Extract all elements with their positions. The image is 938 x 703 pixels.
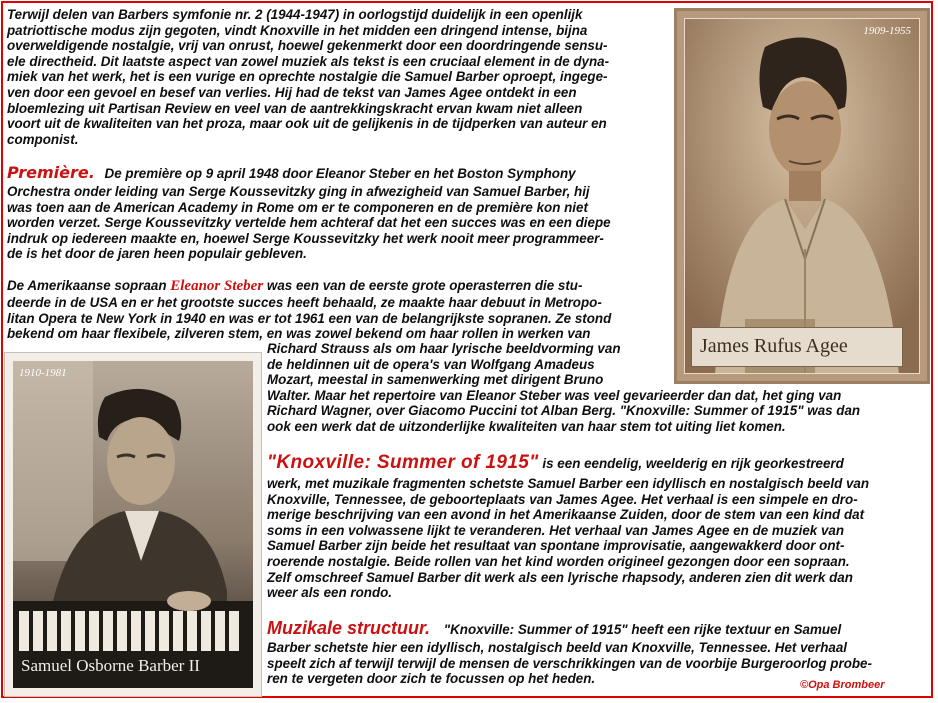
- text-line: Mozart, meestal in samenwerking met dirigent Bruno: [267, 372, 604, 388]
- text-line: worden verzet. Serge Koussevitzky vertelde hem achteraf dat het een succes was en een diepe: [7, 215, 611, 231]
- text-line: bloemlezing uit Partisan Review en veel van de aantrekkingskracht ervan kwam niet alleen: [7, 100, 583, 116]
- text-line: Barber schetste hier een idyllisch, nostalgisch beeld van Knoxville, Tennessee. Het verhaal: [267, 640, 847, 655]
- text-line: bekend om haar flexibele, zilveren stem, en was zowel bekend om haar rollen in werken van: [7, 326, 591, 342]
- text-line: speelt zich af terwijl terwijl de mensen de verschrikkingen van de voorbije Burgeroorlog probe-: [267, 655, 872, 671]
- copyright-notice: ©Opa Brombeer: [800, 679, 885, 691]
- agee-years: 1909-1955: [863, 25, 911, 37]
- steber-prefix: De Amerikaanse sopraan: [7, 278, 171, 293]
- steber-name: Eleanor Steber: [170, 278, 264, 294]
- text-line: weer als een rondo.: [267, 585, 393, 601]
- barber-years: 1910-1981: [19, 367, 67, 379]
- text-line: werk, met muzikale fragmenten schetste Samuel Barber een idyllisch en nostalgisch beeld van: [267, 476, 870, 491]
- text-line: ren te vergeten door zich te focussen op het heden.: [267, 671, 596, 687]
- text-line: deerde in de USA en er het grootste succes heeft behaald, ze maakte haar debuut in Metropo-: [7, 295, 602, 310]
- text-line: merige beschrijving van een avond in het Amerikaanse Zuiden, door de stem van een kind dat: [267, 507, 865, 523]
- steber-section: [7, 277, 611, 342]
- intro-paragraph: [7, 7, 609, 147]
- steber-suffix: was een van de eerste grote operasterren die stu-: [263, 278, 583, 293]
- structuur-section: [267, 618, 872, 687]
- knoxville-section: [267, 451, 869, 601]
- text-line: de is het door de jaren heen populair gebleven.: [7, 246, 307, 262]
- text-line: miek van het werk, het is een vurige en oprechte nostalgie die Samuel Barber oproept, ingege-: [7, 69, 608, 85]
- knoxville-heading: "Knoxville: Summer of 1915": [267, 452, 539, 473]
- text-line: overweldigende nostalgie, vrij van onrust, hoewel gekenmerkt door een doordringende sensu-: [7, 38, 608, 54]
- structuur-heading: Muzikale structuur.: [267, 618, 431, 638]
- text-line: Orchestra onder leiding van Serge Koussevitzky ging in afwezigheid van Samuel Barber, hij: [7, 184, 590, 199]
- text-line: Samuel Barber zijn beide het resultaat van spontane improvisatie, aangewakkerd door ont-: [267, 538, 845, 554]
- premiere-heading: Première.: [7, 163, 95, 182]
- barber-photo: [4, 352, 262, 697]
- agee-caption-box: [691, 327, 903, 367]
- agee-caption: James Rufus Agee: [700, 335, 848, 357]
- text-line: de heldinnen uit de opera's van Wolfgang Amadeus: [267, 356, 595, 372]
- text-line: componist.: [7, 131, 79, 147]
- text-line: roerende nostalgie. Beide rollen van het kind worden origineel gezongen door een sopraan.: [267, 553, 850, 569]
- text-line: ven door een gevoel en besef van verlies. Hij had de tekst van James Agee ontdekt in een: [7, 84, 577, 100]
- text-line: Terwijl delen van Barbers symfonie nr. 2 (1944-1947) in oorlogstijd duidelijk in een openlijk: [7, 7, 583, 22]
- text-line: soms in een volwassene lijkt te veranderen. Het verhaal van James Agee en de muziek van: [267, 522, 845, 538]
- text-line: Zelf omschreef Samuel Barber dit werk als een lyrische rhapsody, anderen zien dit werk dan: [267, 569, 853, 585]
- barber-caption: Samuel Osborne Barber II: [21, 656, 200, 675]
- text-line: Richard Strauss als om haar lyrische beeldvorming van: [267, 341, 621, 356]
- text-line: was toen aan de American Academy in Rome om er te componeren en de première kon niet: [7, 199, 588, 215]
- barber-portrait-image: [13, 361, 253, 688]
- text-line: Walter. Maar het repertoire van Eleanor Steber was veel gevarieerder dan dat, het ging van: [267, 387, 842, 403]
- text-line: ook een werk dat de uitzonderlijke kwaliteiten van haar stem tot uiting liet komen.: [267, 418, 786, 434]
- agee-photo: [674, 8, 930, 384]
- text-line: litan Opera te New York in 1940 en was er tot 1961 een van de belangrijkste sopranen. Ze stond: [7, 310, 612, 326]
- text-line: De première op 9 april 1948 door Eleanor Steber en het Boston Symphony: [104, 166, 576, 181]
- text-line: is een eendelig, weelderig en rijk georkestreerd: [538, 456, 844, 471]
- text-line: patriottische modus zijn gegoten, vindt Knoxville in het midden een dringend intense, bijna: [7, 22, 588, 38]
- text-line: voort uit de kwaliteiten van het proza, maar ook uit de gelijkenis in de tijdperken van auteur en: [7, 116, 607, 132]
- text-line: "Knoxville: Summer of 1915" heeft een rijke textuur en Samuel: [443, 622, 842, 637]
- text-line: indruk op iedereen maakte en, hoewel Serge Koussevitzky het werk nooit meer programmeer-: [7, 230, 604, 246]
- text-line: Knoxville, Tennessee, de geboorteplaats van James Agee. Het verhaal is een simpele en dro-: [267, 491, 858, 507]
- text-line: Richard Wagner, over Giacomo Puccini tot Alban Berg. "Knoxville: Summer of 1915" was dan: [267, 403, 861, 419]
- text-line: ele directheid. Dit laatste aspect van zowel muziek als tekst is een cruciaal element in de dyna-: [7, 53, 610, 69]
- barber-portrait-icon: [13, 361, 253, 688]
- agee-portrait-icon: [685, 19, 920, 374]
- premiere-section: [7, 163, 611, 262]
- agee-portrait-image: [684, 18, 920, 374]
